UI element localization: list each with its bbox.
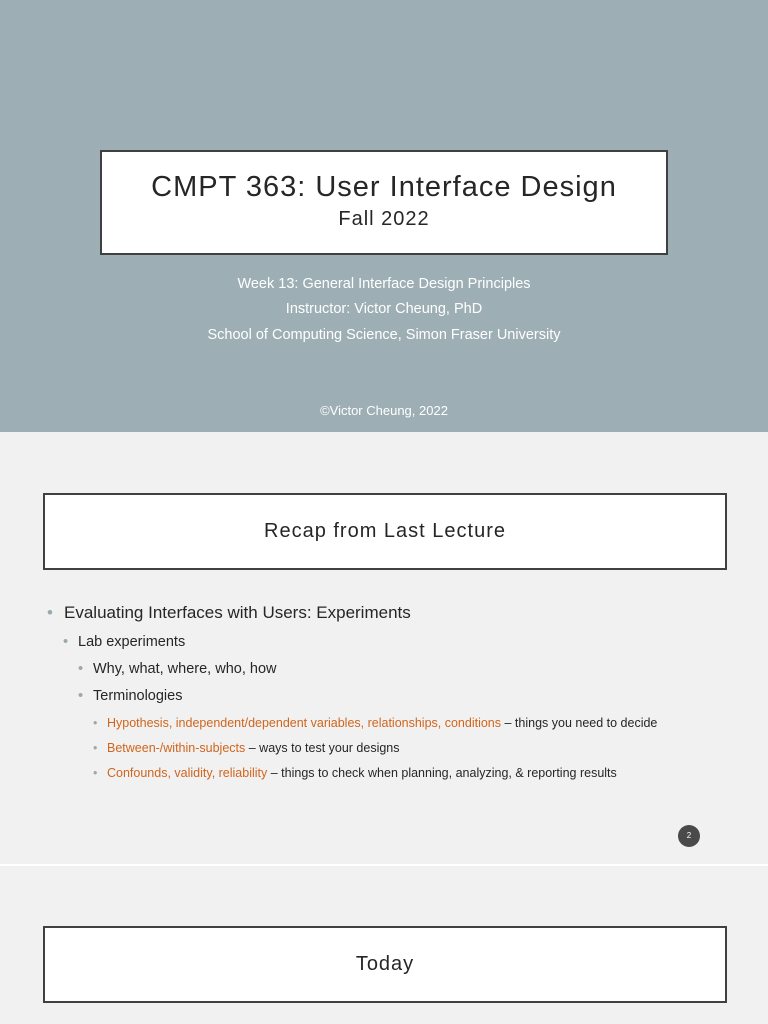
title-box [100,150,668,255]
highlight-text: Between-/within-subjects [107,741,246,755]
title-slide [0,0,768,432]
school: School of Computing Science, Simon Fraser University [207,327,561,343]
bullet-dot: • [93,716,98,730]
bullet-text: Lab experiments [78,634,186,650]
week-topic: Week 13: General Interface Design Principles [237,276,531,292]
bullet-dot: • [63,634,69,650]
course-title: CMPT 363: User Interface Design [151,171,617,203]
slide-heading: Recap from Last Lecture [43,493,727,570]
slide-heading-today: Today [43,926,727,1003]
highlight-text: Hypothesis, independent/dependent variables, relationships, conditions [107,716,502,730]
bullet-level4 [93,766,617,780]
bullet-level4 [93,741,400,755]
bullet-dot: • [93,741,98,755]
highlight-text: Confounds, validity, reliability [107,766,268,780]
bullet-level3 [78,688,182,704]
bullet-text: Why, what, where, who, how [93,661,277,677]
bullet-dot: • [47,603,53,622]
bullet-text: – things to check when planning, analyzing, & reporting results [267,766,617,780]
bullet-level1 [47,603,411,623]
bullet-level2 [63,634,185,650]
bullet-text: Terminologies [93,688,183,704]
bullet-dot: • [93,766,98,780]
page-number-badge: 2 [678,825,700,847]
instructor: Instructor: Victor Cheung, PhD [285,301,483,317]
course-term: Fall 2022 [338,208,430,230]
bullet-text: Evaluating Interfaces with Users: Experiments [64,603,411,622]
bullet-text: – ways to test your designs [245,741,400,755]
bullet-dot: • [78,661,84,677]
bullet-level3 [78,661,276,677]
copyright: ©Victor Cheung, 2022 [320,403,448,418]
bullet-level4 [93,716,657,730]
bullet-dot: • [78,688,84,704]
bullet-text: – things you need to decide [501,716,658,730]
